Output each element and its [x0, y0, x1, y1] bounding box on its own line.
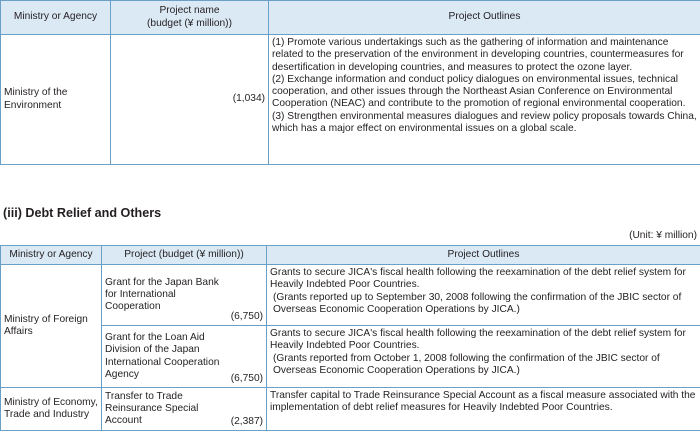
outline-cell: [267, 265, 700, 326]
table-row: [1, 326, 700, 388]
table-header-row: [1, 1, 700, 35]
header-ministry: Ministry or Agency: [1, 1, 111, 35]
debt-relief-table: [0, 245, 700, 431]
outline-cell: Transfer capital to Trade Reinsurance Special Account as a fiscal measure associated with the implementation of debt relief measures for Heavily Indebted Poor Countries.: [267, 388, 700, 431]
header-outlines: Project Outlines: [267, 246, 700, 265]
header-outlines: Project Outlines: [269, 1, 700, 35]
budget-amount: (6,750): [230, 310, 263, 322]
header-ministry: Ministry or Agency: [1, 246, 102, 265]
outline-item-3: (3) Strengthen environmental measures dialogues and review policy proposals towards China, which has a major effect on environmental issues on a global scale.: [272, 110, 697, 135]
outline-item-1: (1) Promote various undertakings such as the gathering of information and maintenance related to the preservation of the environment in developing countries, countermeasures for desertification in developing countries, and measures to protect the ozone layer.: [272, 37, 684, 73]
environment-projects-table: [0, 0, 700, 165]
table-header-row: [1, 246, 700, 265]
header-project-line1: Project name: [159, 5, 220, 17]
budget-amount: (6,750): [230, 372, 263, 384]
project-name: Grant for the Loan Aid Division of the Japan International Cooperation Agency: [105, 331, 220, 380]
table-row: [1, 35, 700, 165]
project-cell: [102, 326, 267, 388]
outline-note: (Grants reported from October 1, 2008 following the confirmation of the JBIC sector of Overseas Economic Cooperation Operations by JICA.): [273, 352, 660, 376]
outline-note: (Grants reported up to September 30, 2008 following the confirmation of the JBIC sector of Overseas Economic Cooperation Operations by JICA.): [273, 291, 682, 315]
ministry-cell: Ministry of Economy, Trade and Industry: [1, 388, 102, 431]
project-name: Grant for the Japan Bank for International Cooperation: [105, 276, 219, 313]
budget-amount: (2,387): [230, 415, 263, 427]
outline-main: Grants to secure JICA's fiscal health following the reexamination of the debt relief system for Heavily Indebted Poor Countries.: [270, 267, 686, 291]
table-row: [1, 388, 700, 431]
project-name: Transfer to Trade Reinsurance Special Account: [105, 390, 199, 427]
unit-label: (Unit: ¥ million): [629, 230, 697, 241]
section-title: (iii) Debt Relief and Others: [3, 206, 162, 220]
ministry-cell: Ministry of the Environment: [1, 35, 111, 165]
project-cell: [102, 265, 267, 326]
budget-cell: [111, 35, 269, 165]
project-cell: [102, 388, 267, 431]
outline-item-2: (2) Exchange information and conduct policy dialogues on environmental issues, technical cooperation, and other issues through the Northeast Asian Conference on Environmental Cooperation (NEAC) and contribute to the promotion of regional environmental cooperation.: [272, 73, 686, 110]
outline-main: Grants to secure JICA's fiscal health following the reexamination of the debt relief system for Heavily Indebted Poor Countries.: [270, 328, 686, 352]
outline-cell: [269, 35, 700, 165]
outline-cell: [267, 326, 700, 388]
header-project-line2: (budget (¥ million)): [147, 17, 232, 29]
header-project: Project (budget (¥ million)): [102, 246, 267, 265]
header-project: [111, 1, 269, 35]
budget-amount: (1,034): [232, 93, 265, 105]
ministry-cell: Ministry of Foreign Affairs: [1, 265, 102, 388]
table-row: [1, 265, 700, 326]
